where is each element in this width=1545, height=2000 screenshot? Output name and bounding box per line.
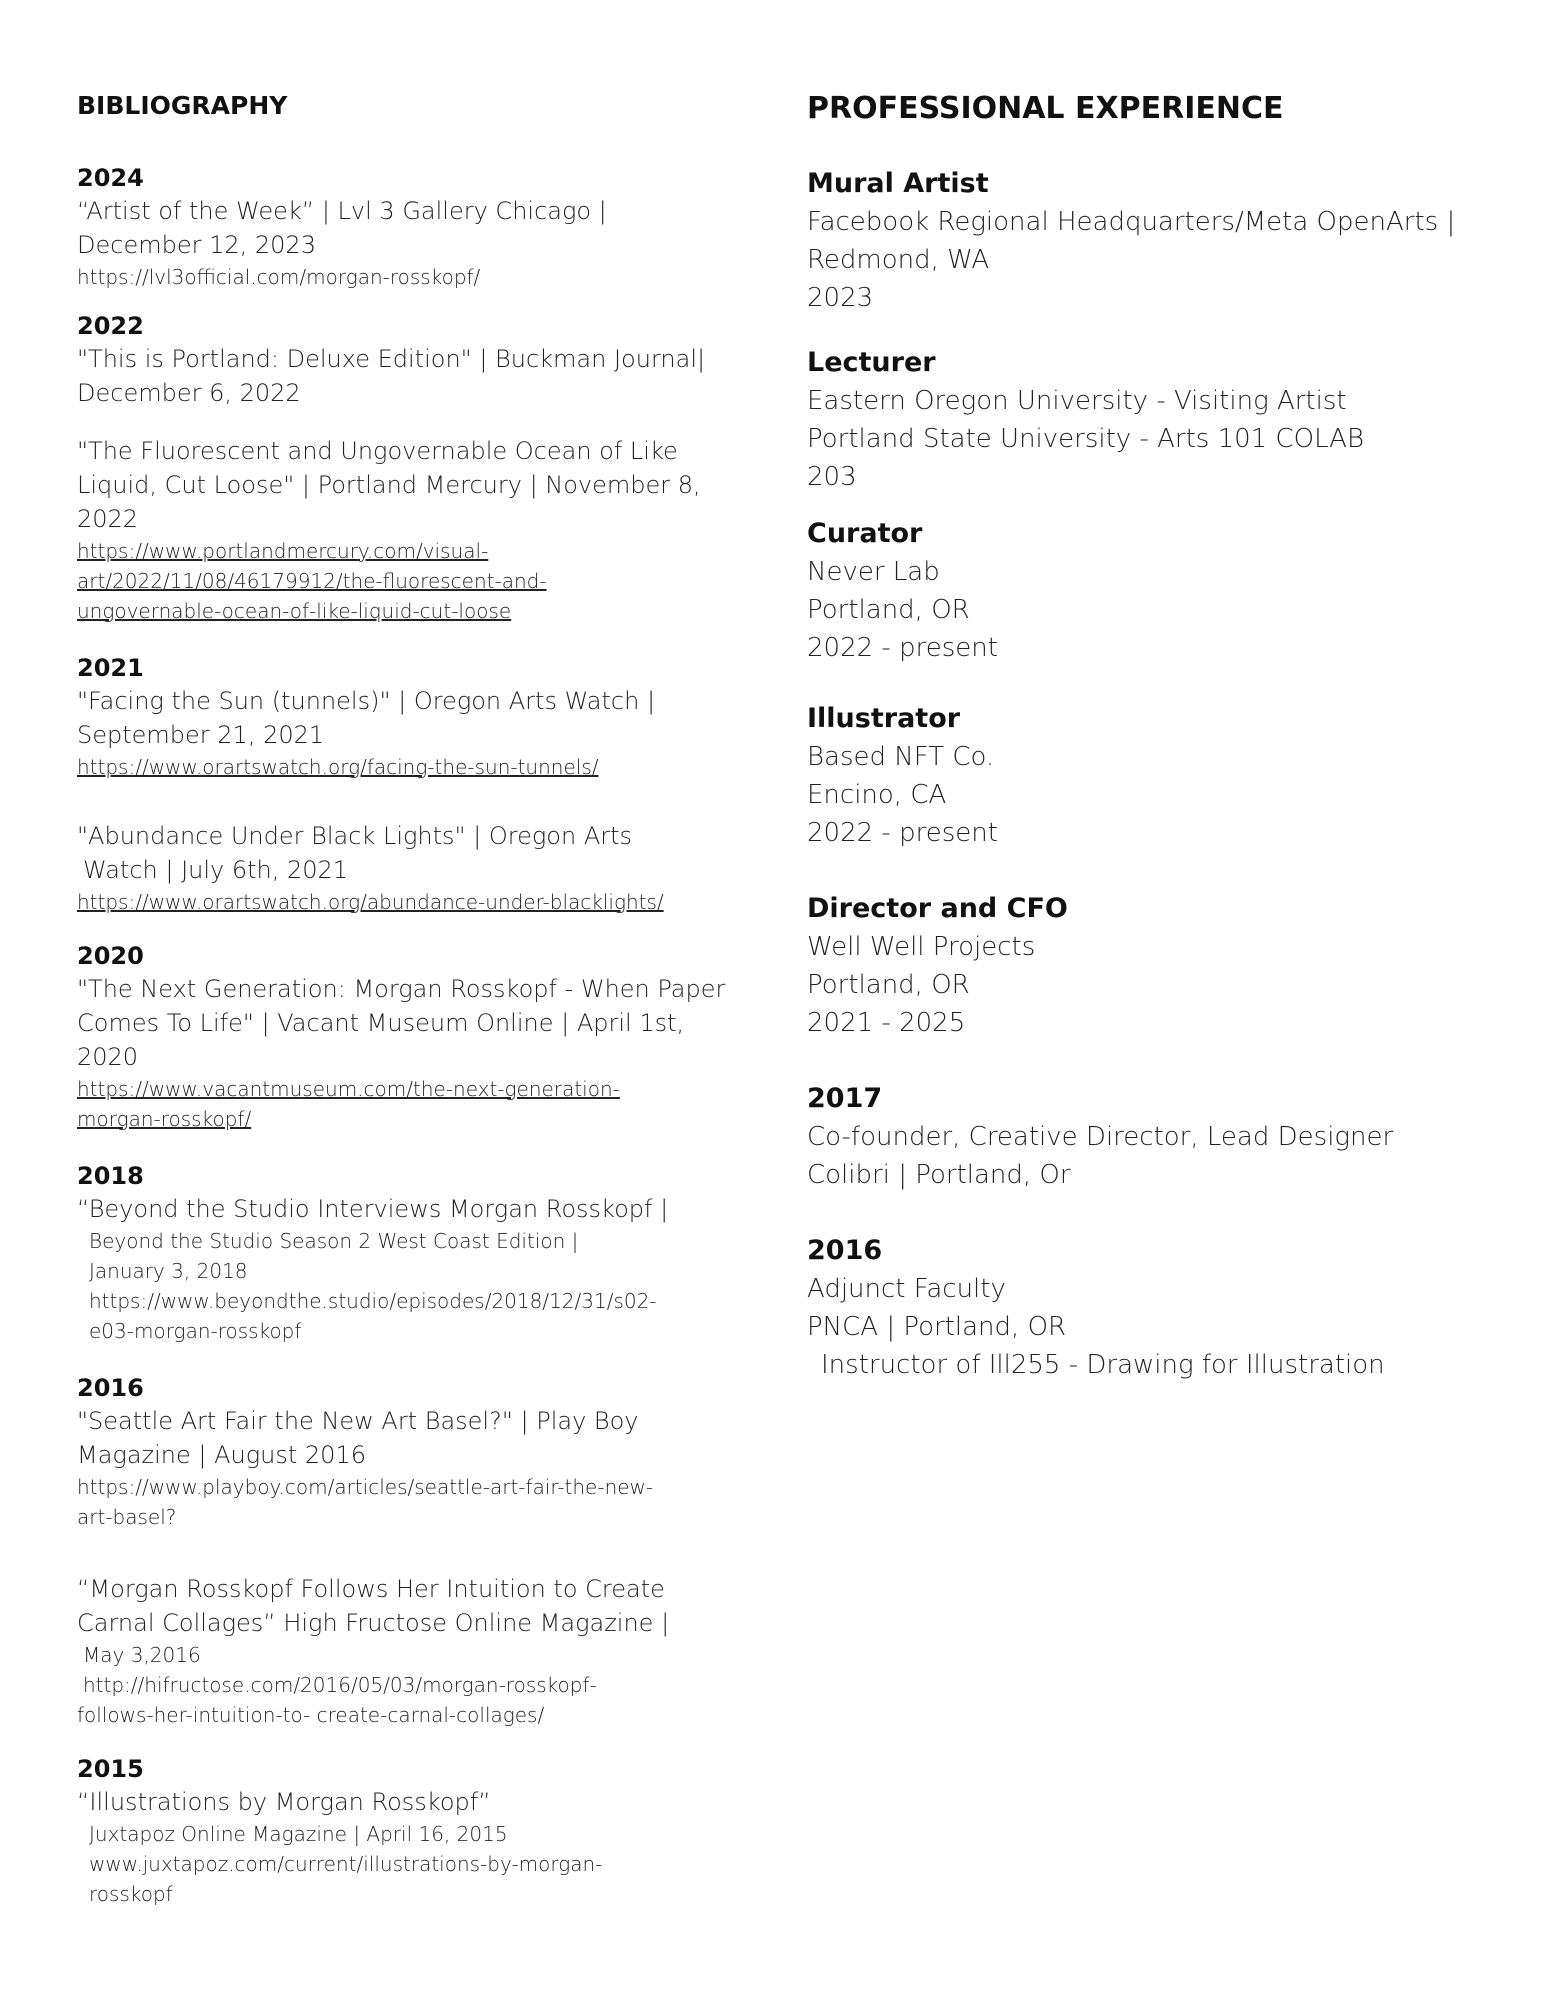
bib-2021-abundance bbox=[77, 819, 664, 917]
exp-2016 bbox=[807, 1232, 1385, 1384]
role-line: 2022 - present bbox=[807, 818, 998, 848]
entry-date: Magazine | August 2016 bbox=[77, 1441, 366, 1469]
entry-date: Watch | July 6th, 2021 bbox=[83, 856, 349, 884]
entry-link[interactable]: ungovernable-ocean-of-like-liquid-cut-loose bbox=[77, 599, 512, 623]
entry-url: art-basel? bbox=[77, 1505, 177, 1529]
role-line: Adjunct Faculty bbox=[807, 1274, 1006, 1304]
entry-url: e03-morgan-rosskopf bbox=[89, 1319, 302, 1343]
role-line: Encino, CA bbox=[807, 780, 947, 810]
entry-url: https://lvl3official.com/morgan-rosskopf/ bbox=[77, 265, 481, 289]
year-heading: 2017 bbox=[807, 1083, 883, 1114]
experience-heading: PROFESSIONAL EXPERIENCE bbox=[807, 91, 1284, 126]
entry-date: September 21, 2021 bbox=[77, 721, 325, 749]
role-line: Portland, OR bbox=[807, 970, 970, 1000]
bib-2021 bbox=[77, 652, 655, 782]
entry-title: “Morgan Rosskopf Follows Her Intuition to Create bbox=[77, 1575, 665, 1603]
entry-title: "The Fluorescent and Ungovernable Ocean of Like bbox=[77, 437, 678, 465]
year-heading: 2016 bbox=[807, 1235, 883, 1266]
exp-2017 bbox=[807, 1080, 1393, 1194]
role-line: Based NFT Co. bbox=[807, 742, 995, 772]
exp-lecturer bbox=[807, 344, 1364, 496]
entry-url: follows-her-intuition-to- create-carnal-collages/ bbox=[77, 1703, 545, 1727]
bib-2016 bbox=[77, 1372, 653, 1532]
entry-publication: Juxtapoz Online Magazine | April 16, 2015 bbox=[89, 1822, 508, 1846]
entry-date: January 3, 2018 bbox=[89, 1259, 248, 1283]
role-line: Portland State University - Arts 101 COLAB bbox=[807, 424, 1364, 454]
year-heading: 2022 bbox=[77, 312, 144, 340]
bib-2018 bbox=[77, 1160, 668, 1346]
entry-link[interactable]: art/2022/11/08/46179912/the-fluorescent-and- bbox=[77, 569, 547, 593]
entry-link[interactable]: https://www.portlandmercury.com/visual- bbox=[77, 539, 489, 563]
role-line: 203 bbox=[807, 462, 857, 492]
entry-date: May 3,2016 bbox=[83, 1643, 201, 1667]
entry-url: https://www.playboy.com/articles/seattle-art-fair-the-new- bbox=[77, 1475, 654, 1499]
exp-curator bbox=[807, 515, 998, 667]
entry-publication: Beyond the Studio Season 2 West Coast Edition | bbox=[89, 1229, 579, 1253]
entry-link[interactable]: https://www.vacantmuseum.com/the-next-generation- bbox=[77, 1077, 620, 1101]
entry-date: December 12, 2023 bbox=[77, 231, 316, 259]
role-title: Illustrator bbox=[807, 703, 961, 734]
bib-2016-hifructose bbox=[77, 1572, 669, 1730]
role-line: Never Lab bbox=[807, 557, 940, 587]
exp-director bbox=[807, 890, 1068, 1042]
entry-date: December 6, 2022 bbox=[77, 379, 301, 407]
entry-title: Liquid, Cut Loose" | Portland Mercury | November 8, bbox=[77, 471, 701, 499]
role-line: Instructor of Ill255 - Drawing for Illustration bbox=[821, 1350, 1385, 1380]
entry-link[interactable]: https://www.orartswatch.org/abundance-under-blacklights/ bbox=[77, 890, 664, 914]
bib-2024 bbox=[77, 162, 607, 292]
entry-title: "This is Portland: Deluxe Edition" | Buckman Journal| bbox=[77, 345, 706, 373]
role-title: Lecturer bbox=[807, 347, 936, 378]
role-title: Director and CFO bbox=[807, 893, 1068, 924]
year-heading: 2024 bbox=[77, 164, 144, 192]
entry-date: 2022 bbox=[77, 505, 139, 533]
role-line: Facebook Regional Headquarters/Meta OpenArts | bbox=[807, 207, 1456, 237]
entry-url: rosskopf bbox=[89, 1882, 173, 1906]
entry-title: “Artist of the Week” | Lvl 3 Gallery Chicago | bbox=[77, 197, 607, 225]
entry-link[interactable]: morgan-rosskopf/ bbox=[77, 1107, 252, 1131]
role-title: Curator bbox=[807, 518, 923, 549]
role-line: Co-founder, Creative Director, Lead Designer bbox=[807, 1122, 1394, 1152]
entry-title: Carnal Collages” High Fructose Online Magazine | bbox=[77, 1609, 670, 1637]
year-heading: 2020 bbox=[77, 942, 144, 970]
entry-link[interactable]: https://www.orartswatch.org/facing-the-sun-tunnels/ bbox=[77, 755, 599, 779]
entry-url: http://hifructose.com/2016/05/03/morgan-rosskopf- bbox=[83, 1673, 597, 1697]
role-line: PNCA | Portland, OR bbox=[807, 1312, 1067, 1342]
entry-title: “Beyond the Studio Interviews Morgan Rosskopf | bbox=[77, 1195, 669, 1223]
entry-title: "The Next Generation: Morgan Rosskopf - When Paper bbox=[77, 975, 726, 1003]
role-line: Portland, OR bbox=[807, 595, 970, 625]
entry-url: www.juxtapoz.com/current/illustrations-by-morgan- bbox=[89, 1852, 603, 1876]
year-heading: 2015 bbox=[77, 1755, 144, 1783]
role-line: 2022 - present bbox=[807, 633, 998, 663]
bib-2022 bbox=[77, 310, 705, 410]
bib-2015 bbox=[77, 1753, 602, 1909]
entry-url: https://www.beyondthe.studio/episodes/2018/12/31/s02- bbox=[89, 1289, 657, 1313]
bib-2022-mercury bbox=[77, 434, 701, 626]
entry-title: "Seattle Art Fair the New Art Basel?" | Play Boy bbox=[77, 1407, 639, 1435]
entry-title: "Abundance Under Black Lights" | Oregon Arts bbox=[77, 822, 633, 850]
exp-illustrator bbox=[807, 700, 998, 852]
role-line: 2021 - 2025 bbox=[807, 1008, 966, 1038]
role-line: Colibri | Portland, Or bbox=[807, 1160, 1071, 1190]
year-heading: 2021 bbox=[77, 654, 144, 682]
role-title: Mural Artist bbox=[807, 168, 989, 199]
bib-2020 bbox=[77, 940, 725, 1134]
role-line: Eastern Oregon University - Visiting Artist bbox=[807, 386, 1347, 416]
entry-title: “Illustrations by Morgan Rosskopf” bbox=[77, 1788, 491, 1816]
year-heading: 2018 bbox=[77, 1162, 144, 1190]
entry-title: "Facing the Sun (tunnels)" | Oregon Arts Watch | bbox=[77, 687, 656, 715]
role-line: Redmond, WA bbox=[807, 245, 990, 275]
entry-title: Comes To Life" | Vacant Museum Online | April 1st, bbox=[77, 1009, 685, 1037]
role-line: Well Well Projects bbox=[807, 932, 1036, 962]
entry-date: 2020 bbox=[77, 1043, 139, 1071]
year-heading: 2016 bbox=[77, 1374, 144, 1402]
role-line: 2023 bbox=[807, 283, 874, 313]
exp-mural-artist bbox=[807, 165, 1455, 317]
bibliography-heading: BIBLIOGRAPHY bbox=[77, 91, 288, 120]
